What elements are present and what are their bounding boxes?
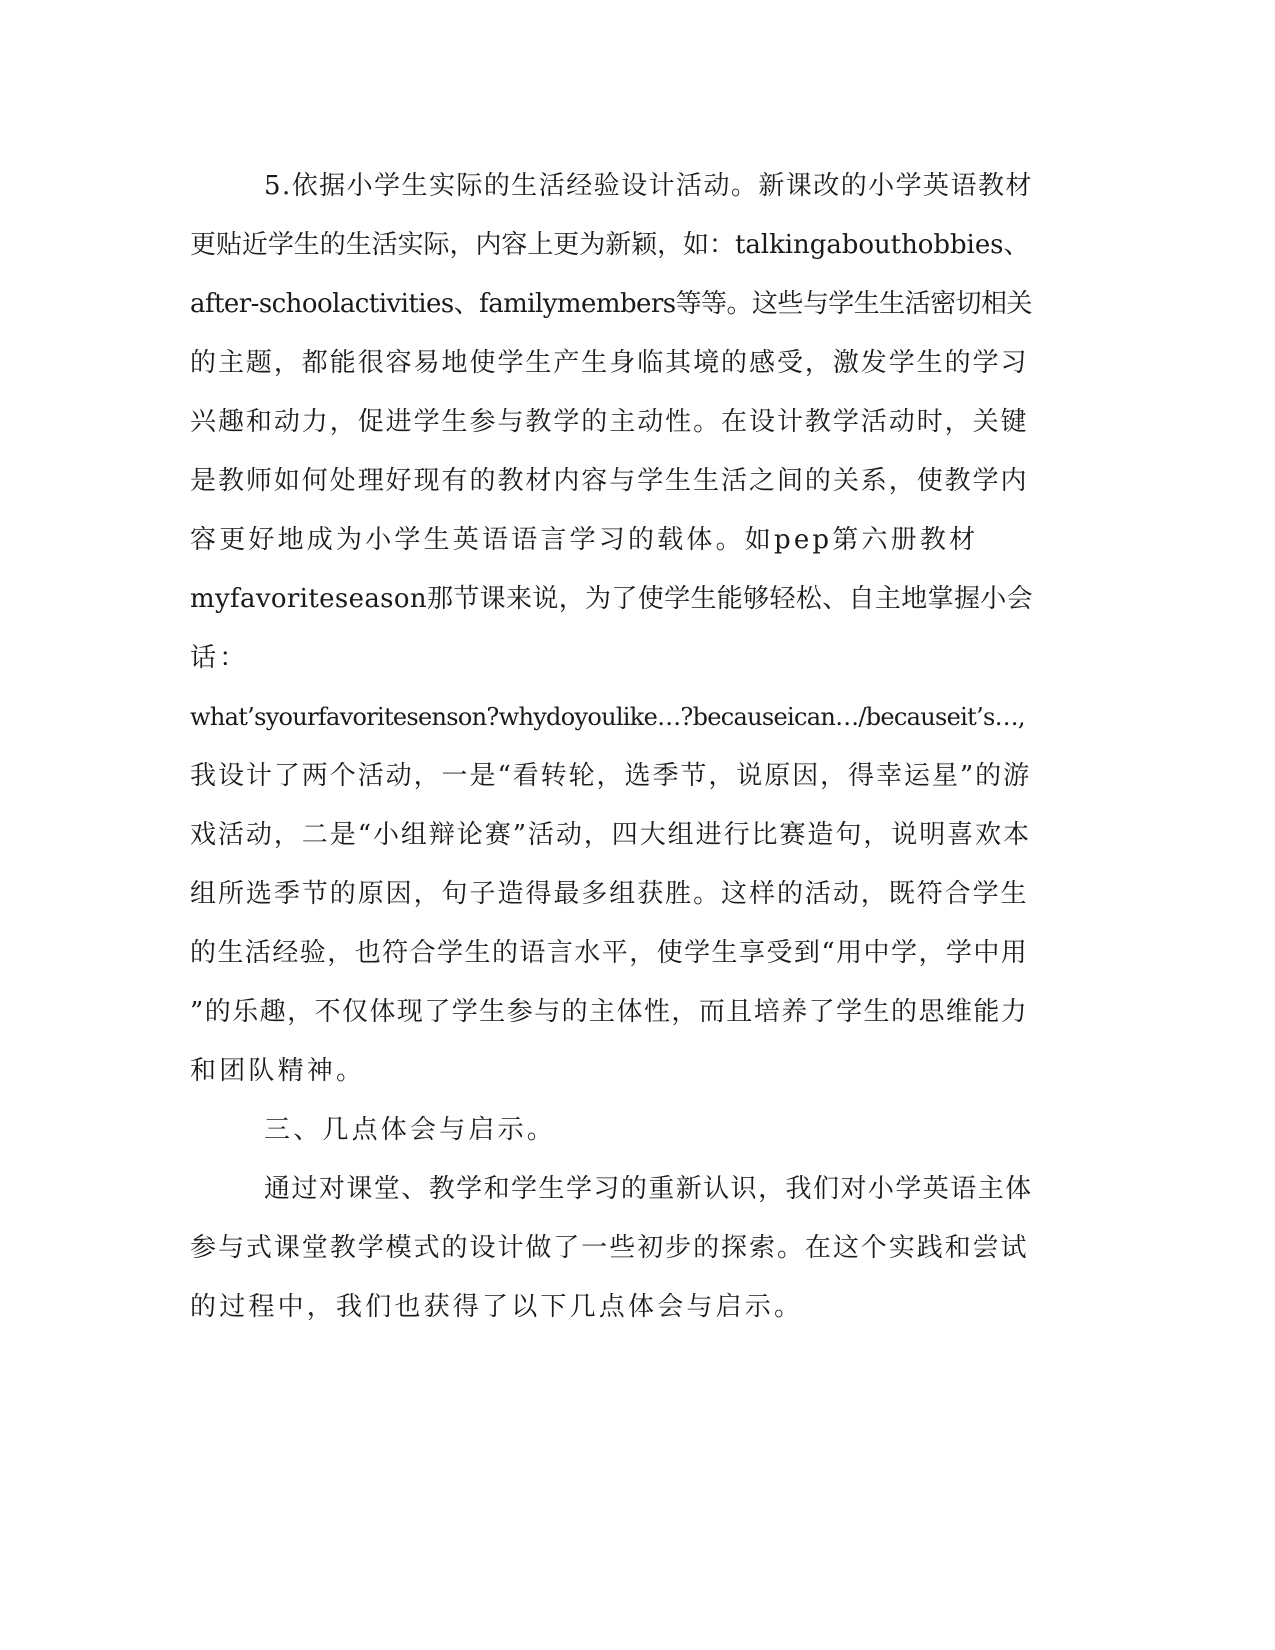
text-line: myfavoriteseason那节课来说，为了使学生能够轻松、自主地掌握小会 (190, 584, 1034, 614)
text-line: 容更好地成为小学生英语语言学习的载体。如pep第六册教材 (190, 525, 979, 555)
text-line: 兴趣和动力，促进学生参与教学的主动性。在设计教学活动时，关键 (190, 407, 1029, 437)
text-line: 的过程中，我们也获得了以下几点体会与启示。 (190, 1292, 804, 1322)
text-line: 和团队精神。 (190, 1056, 366, 1086)
text-line: 组所选季节的原因，句子造得最多组获胜。这样的活动，既符合学生 (190, 879, 1029, 909)
text-line: 参与式课堂教学模式的设计做了一些初步的探索。在这个实践和尝试 (190, 1233, 1029, 1263)
text-line: ”的乐趣，不仅体现了学生参与的主体性，而且培养了学生的思维能力 (190, 997, 1029, 1027)
section-heading: 三、几点体会与启示。 (264, 1115, 557, 1145)
text-line: 的生活经验，也符合学生的语言水平，使学生享受到“用中学，学中用 (190, 938, 1029, 968)
text-line: 5.依据小学生实际的生活经验设计活动。新课改的小学英语教材 (264, 171, 1033, 201)
text-line: 通过对课堂、教学和学生学习的重新认识，我们对小学英语主体 (264, 1174, 1033, 1204)
text-line: after-schoolactivities、familymembers等等。这些与学生生活密切相关 (190, 289, 1032, 319)
text-line: 是教师如何处理好现有的教材内容与学生生活之间的关系，使教学内 (190, 466, 1029, 496)
text-line: 话： (190, 643, 249, 673)
text-line: 戏活动，二是“小组辩论赛”活动，四大组进行比赛造句，说明喜欢本 (190, 820, 1032, 850)
text-line: 更贴近学生的生活实际，内容上更为新颖，如：talkingabouthobbies、 (190, 230, 1030, 260)
text-line: 的主题，都能很容易地使学生产生身临其境的感受，激发学生的学习 (190, 348, 1029, 378)
text-line: 我设计了两个活动，一是“看转轮，选季节，说原因，得幸运星”的游 (190, 761, 1032, 791)
text-line: what’syourfavoritesenson?whydoyoulike…?becauseican…/becauseit’s…, (190, 703, 1025, 731)
